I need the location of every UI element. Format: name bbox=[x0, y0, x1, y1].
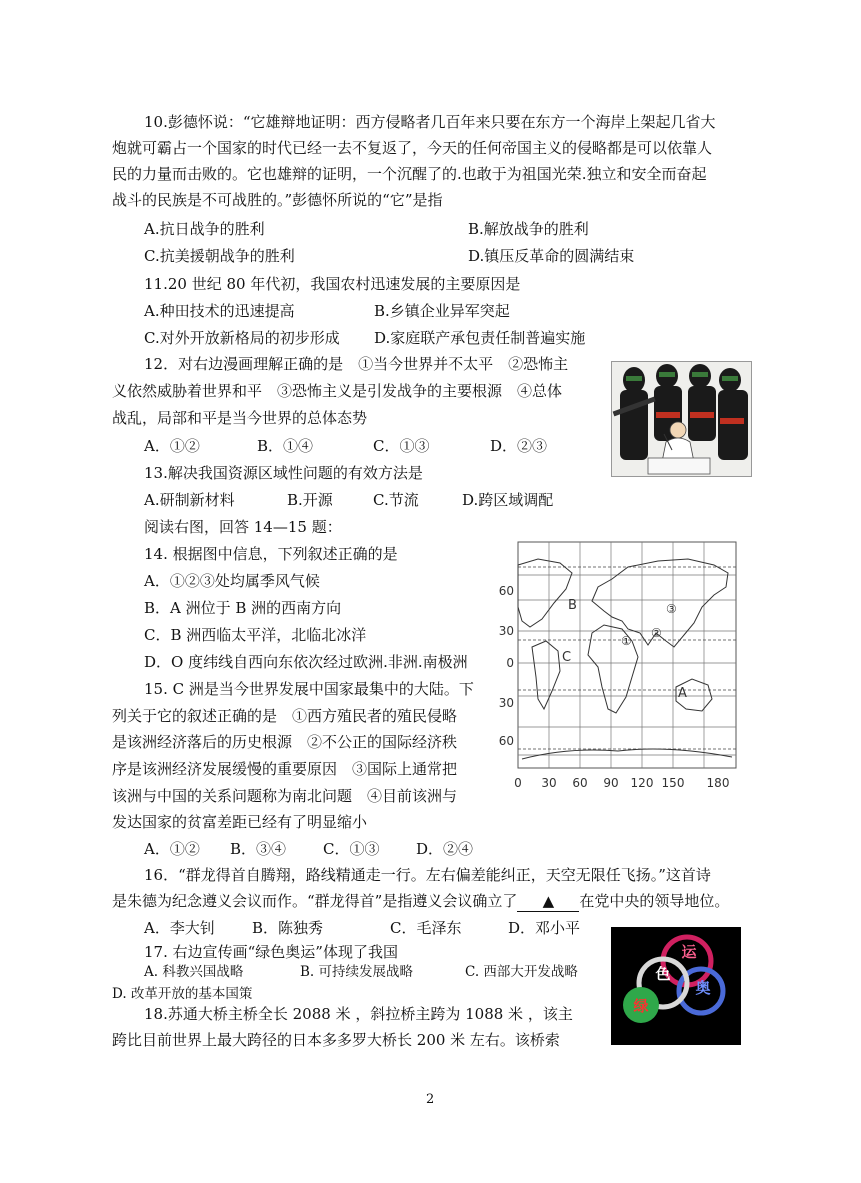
q11-option-a: A.种田技术的迅速提高 bbox=[144, 302, 295, 320]
q10-stem-line2: 炮就可霸占一个国家的时代已经一去不复返了，今天的任何帝国主义的侵略都是可以依靠人 bbox=[112, 139, 713, 157]
continent-label-c: C bbox=[562, 650, 572, 665]
lon-label-150: 150 bbox=[661, 776, 685, 790]
continent-label-b: B bbox=[568, 598, 577, 613]
lat-label-60n: 60 bbox=[498, 584, 514, 598]
q13-stem: 13.解决我国资源区域性问题的有效方法是 bbox=[144, 464, 423, 482]
q16-option-c: C．毛泽东 bbox=[390, 919, 462, 937]
lon-label-30: 30 bbox=[541, 776, 557, 790]
q16-option-a: A．李大钊 bbox=[144, 919, 215, 937]
q16-stem-line2-before: 是朱德为纪念遵义会议而作。“群龙得首”是指遵义会议确立了 bbox=[112, 892, 518, 910]
q16-option-d: D．邓小平 bbox=[508, 919, 581, 937]
page-number: 2 bbox=[426, 1092, 435, 1107]
q12-stem-line2: 义依然威胁着世界和平 ③恐怖主义是引发战争的主要根源 ④总体 bbox=[112, 382, 563, 400]
lon-label-90: 90 bbox=[603, 776, 619, 790]
q14-option-d: D．O 度纬线自西向东依次经过欧洲.非洲.南极洲 bbox=[144, 653, 468, 671]
q15-stem-line2: 列关于它的叙述正确的是 ①西方殖民者的殖民侵略 bbox=[112, 707, 458, 725]
read-figure-instruction: 阅读右图，回答 14—15 题： bbox=[144, 518, 342, 536]
q11-option-c: C.对外开放新格局的初步形成 bbox=[144, 329, 340, 347]
q15-option-a: A．①② bbox=[144, 840, 200, 858]
q11-option-d: D.家庭联产承包责任制普遍实施 bbox=[374, 329, 586, 347]
q10-option-d: D.镇压反革命的圆满结束 bbox=[468, 247, 635, 265]
q14-option-c: C．B 洲西临太平洋，北临北冰洋 bbox=[144, 626, 367, 644]
q17-option-a: A. 科教兴国战略 bbox=[144, 964, 244, 980]
q15-stem-line6: 发达国家的贫富差距已经有了明显缩小 bbox=[112, 813, 368, 831]
lat-label-60s: 60 bbox=[498, 734, 514, 748]
q10-stem-line3: 民的力量而击败的。它也雄辩的证明，一个沉醒了的.也敢于为祖国光荣.独立和安全而奋起 bbox=[112, 165, 707, 183]
q18-stem-line2: 跨比目前世界上最大跨径的日本多多罗大桥长 200 米 左右。该桥索 bbox=[112, 1031, 560, 1049]
q15-option-d: D．②④ bbox=[416, 840, 474, 858]
lat-label-30n: 30 bbox=[498, 624, 514, 638]
q10-option-a: A.抗日战争的胜利 bbox=[144, 220, 265, 238]
lat-label-30s: 30 bbox=[498, 696, 514, 710]
green-olympics-poster bbox=[611, 927, 741, 1045]
lon-label-60: 60 bbox=[572, 776, 588, 790]
q18-stem-line1: 18.苏通大桥主桥全长 2088 米 ，斜拉桥主跨为 1088 米 ，该主 bbox=[144, 1005, 573, 1023]
map-point-3: ③ bbox=[666, 602, 677, 616]
q17-stem: 17. 右边宣传画“绿色奥运”体现了我国 bbox=[144, 943, 398, 961]
q12-option-c: C．①③ bbox=[373, 437, 430, 455]
q16-stem-line2-after: 在党中央的领导地位。 bbox=[579, 892, 730, 910]
poster-char-1: 运 bbox=[681, 943, 697, 961]
q16-option-b: B．陈独秀 bbox=[252, 919, 324, 937]
map-point-1: ① bbox=[621, 634, 632, 648]
q13-option-b: B.开源 bbox=[287, 491, 333, 509]
q13-option-d: D.跨区域调配 bbox=[462, 491, 554, 509]
q11-stem: 11.20 世纪 80 年代初，我国农村迅速发展的主要原因是 bbox=[144, 275, 521, 293]
q10-stem-line4: 战斗的民族是不可战胜的。”彭德怀所说的“它”是指 bbox=[112, 191, 443, 209]
poster-char-4: 绿 bbox=[633, 997, 649, 1015]
world-map-figure bbox=[488, 537, 742, 793]
q17-option-d: D. 改革开放的基本国策 bbox=[112, 986, 253, 1002]
q15-stem-line4: 序是该洲经济发展缓慢的重要原因 ③国际上通常把 bbox=[112, 760, 458, 778]
q16-stem-line1: 16．“群龙得首自腾翔，路线精通走一行。左右偏差能纠正，天空无限任飞扬。”这首诗 bbox=[144, 866, 711, 884]
q17-option-c: C. 西部大开发战略 bbox=[465, 964, 578, 980]
q10-option-b: B.解放战争的胜利 bbox=[468, 220, 589, 238]
terrorism-cartoon-image bbox=[611, 361, 752, 477]
q16-answer-blank: ▲ bbox=[517, 891, 579, 912]
lon-label-120: 120 bbox=[630, 776, 654, 790]
q14-option-a: A．①②③处均属季风气候 bbox=[144, 572, 320, 590]
q14-option-b: B．A 洲位于 B 洲的西南方向 bbox=[144, 599, 342, 617]
q17-option-b: B. 可持续发展战略 bbox=[300, 964, 414, 980]
q15-stem-line5: 该洲与中国的关系问题称为南北问题 ④目前该洲与 bbox=[112, 787, 458, 805]
q10-stem-line1: 10.彭德怀说：“它雄辩地证明：西方侵略者几百年来只要在东方一个海岸上架起几省大 bbox=[144, 113, 716, 131]
map-point-2: ② bbox=[651, 626, 662, 640]
q15-stem-line1: 15. C 洲是当今世界发展中国家最集中的大陆。下 bbox=[144, 680, 474, 698]
q12-option-a: A．①② bbox=[144, 437, 200, 455]
lon-label-180: 180 bbox=[706, 776, 730, 790]
q12-stem-line1: 12．对右边漫画理解正确的是 ①当今世界并不太平 ②恐怖主 bbox=[144, 355, 569, 373]
q10-option-c: C.抗美援朝战争的胜利 bbox=[144, 247, 295, 265]
q11-option-b: B.乡镇企业异军突起 bbox=[374, 302, 510, 320]
q13-option-a: A.研制新材料 bbox=[144, 491, 235, 509]
q15-option-c: C．①③ bbox=[323, 840, 380, 858]
poster-char-3: 色 bbox=[655, 965, 671, 983]
lon-label-0: 0 bbox=[514, 776, 522, 790]
q16-stem-line2 bbox=[112, 891, 729, 912]
poster-char-2: 奥 bbox=[695, 979, 711, 997]
q13-option-c: C.节流 bbox=[373, 491, 419, 509]
continent-label-a: A bbox=[678, 686, 687, 701]
q12-option-b: B．①④ bbox=[257, 437, 314, 455]
q12-stem-line3: 战乱，局部和平是当今世界的总体态势 bbox=[112, 409, 368, 427]
q15-option-b: B．③④ bbox=[230, 840, 287, 858]
q15-stem-line3: 是该洲经济落后的历史根源 ②不公正的国际经济秩 bbox=[112, 733, 458, 751]
lat-label-0: 0 bbox=[506, 656, 514, 670]
q14-stem: 14. 根据图中信息，下列叙述正确的是 bbox=[144, 545, 398, 563]
q12-option-d: D．②③ bbox=[490, 437, 548, 455]
